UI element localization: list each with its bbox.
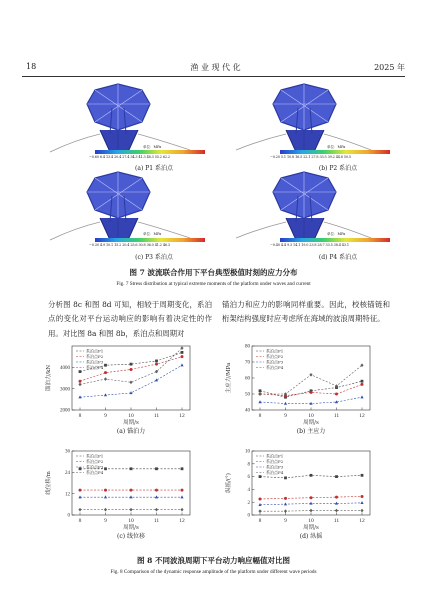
panel-caption: (b) P2 系泊点 — [318, 165, 358, 172]
publication-year: 2025 年 — [374, 63, 405, 72]
data-point — [104, 393, 107, 396]
legend-label: 系泊点P2 — [266, 354, 284, 359]
data-point — [309, 402, 312, 405]
x-tick-label: 8 — [258, 518, 262, 524]
chart-principal-stress — [222, 342, 392, 442]
x-axis-label: 周期/s — [123, 420, 139, 426]
legend-label: 系泊点P4 — [86, 365, 104, 370]
x-tick-label: 10 — [128, 413, 134, 419]
data-point — [130, 489, 133, 492]
x-tick-label: 10 — [128, 518, 134, 524]
colorbar-ticks: −0.30 4.9 10.1 15.2 20.4 25.6 30.8 36.0 41.2 46.3 — [89, 243, 170, 247]
paragraph-text: 锚泊力和应力的影响同样重要。因此，校核锚链和桁架结构强度时应考虑所在海域的波浪周期特征。 — [222, 300, 390, 324]
data-point — [104, 508, 107, 512]
data-point — [361, 474, 364, 477]
platform-render-p2 — [226, 82, 386, 174]
data-point — [129, 508, 132, 512]
x-tick-label: 9 — [284, 518, 287, 524]
data-point — [155, 508, 158, 512]
x-tick-label: 10 — [308, 413, 314, 419]
data-point — [361, 383, 364, 386]
x-tick-label: 8 — [78, 413, 82, 419]
data-point — [360, 395, 363, 398]
figure-7-caption-en: Fig. 7 Stress distribution at typical extreme moments of the platform under waves and current — [116, 281, 311, 287]
y-tick-label: 6 — [247, 475, 250, 481]
y-tick-label: 80 — [245, 344, 250, 350]
data-point — [78, 508, 81, 512]
colorbar — [280, 150, 390, 154]
x-tick-label: 9 — [284, 413, 287, 419]
data-point — [361, 380, 364, 383]
data-point — [104, 495, 107, 498]
figure-7-caption-cn: 图 7 波流联合作用下平台典型极值时刻的应力分布 — [129, 268, 298, 277]
y-tick-label: 0 — [67, 513, 70, 519]
y-tick-label: 2 — [247, 500, 250, 506]
y-tick-label: 2000 — [60, 408, 70, 414]
unit-label: 单位：MPa — [143, 145, 162, 149]
legend-label: 系泊点P3 — [86, 464, 104, 470]
colorbar-ticks: −0.60 6.4 13.4 20.4 27.4 34.3 41.3 48.3 55.2 62.2 — [89, 155, 170, 159]
x-tick-label: 11 — [153, 413, 160, 419]
y-tick-label: 70 — [245, 360, 250, 366]
y-tick-label: 50 — [245, 392, 250, 398]
data-point — [155, 495, 158, 498]
x-axis-label: 周期/s — [303, 420, 319, 426]
x-tick-label: 11 — [333, 413, 340, 419]
legend-label: 系泊点P3 — [266, 464, 284, 470]
data-point — [129, 495, 132, 498]
data-point — [155, 378, 158, 381]
data-point — [284, 476, 287, 479]
data-point — [129, 391, 132, 394]
x-tick-label: 9 — [104, 518, 107, 524]
x-tick-label: 11 — [153, 518, 160, 524]
platform-render-p3 — [40, 170, 200, 262]
body-paragraph-right — [222, 298, 390, 327]
x-tick-label: 10 — [308, 518, 314, 524]
x-tick-label: 9 — [104, 413, 107, 419]
legend-label: 系泊点P1 — [86, 453, 104, 459]
y-axis-label: 线位移/m — [46, 471, 52, 495]
platform-render-p4 — [226, 170, 386, 262]
data-point — [180, 508, 183, 512]
y-tick-label: 8 — [247, 462, 250, 468]
y-tick-label: 24 — [65, 470, 70, 476]
journal-name: 渔 业 现 代 化 — [190, 63, 241, 72]
data-point — [310, 391, 313, 394]
data-point — [130, 467, 133, 470]
platform-render-p1 — [40, 82, 200, 174]
data-point — [181, 355, 184, 358]
y-tick-label: 12 — [65, 492, 70, 498]
y-tick-label: 10 — [245, 449, 250, 455]
data-point — [130, 363, 133, 366]
header-rule — [22, 76, 405, 77]
data-point — [309, 502, 312, 505]
data-point — [258, 392, 261, 396]
panel-caption: (c) P3 系泊点 — [135, 254, 173, 261]
data-point — [104, 364, 107, 367]
data-point — [259, 475, 262, 478]
data-point — [78, 383, 81, 387]
data-point — [181, 489, 184, 492]
data-point — [258, 509, 261, 513]
body-paragraph-left — [48, 298, 212, 341]
data-point — [258, 400, 261, 403]
chart-pitch — [222, 447, 392, 547]
data-point — [284, 497, 287, 500]
data-point — [79, 489, 82, 492]
data-point — [129, 380, 132, 384]
data-point — [78, 495, 81, 498]
colorbar-ticks: −0.20 5.1 10.8 16.5 22.1 27.8 33.5 39.2 44.8 50.5 — [270, 155, 351, 159]
data-point — [361, 495, 364, 498]
data-point — [309, 373, 312, 377]
y-axis-label: 锚泊力/kN — [46, 364, 52, 392]
unit-label: 单位：MPa — [143, 232, 162, 236]
data-point — [155, 489, 158, 492]
colorbar — [280, 238, 390, 242]
data-point — [335, 393, 338, 396]
chart-subtitle: (b) 主应力 — [296, 428, 326, 435]
unit-label: 单位：MPa — [327, 145, 346, 149]
legend-label: 系泊点P1 — [86, 348, 104, 354]
x-tick-label: 12 — [179, 413, 185, 419]
x-tick-label: 11 — [333, 518, 340, 524]
legend-label: 系泊点P4 — [266, 365, 284, 370]
chart-subtitle: (c) 线位移 — [117, 533, 145, 540]
data-point — [104, 371, 107, 374]
running-header — [26, 62, 405, 76]
data-point — [104, 467, 107, 470]
data-point — [284, 502, 287, 505]
panel-caption: (a) P1 系泊点 — [135, 165, 173, 172]
data-point — [181, 467, 184, 470]
y-tick-label: 3000 — [60, 387, 70, 393]
y-axis-label: 纵摇/(°) — [226, 473, 232, 493]
x-tick-label: 12 — [179, 518, 185, 524]
legend-label: 系泊点P3 — [86, 359, 104, 365]
legend-label: 系泊点P4 — [86, 470, 104, 475]
data-point — [259, 498, 262, 501]
legend-label: 系泊点P2 — [266, 459, 284, 464]
x-axis-label: 周期/s — [123, 525, 139, 531]
data-point — [79, 370, 82, 373]
x-tick-label: 12 — [359, 518, 365, 524]
y-tick-label: 0 — [247, 513, 250, 519]
data-point — [310, 474, 313, 477]
data-point — [155, 363, 158, 366]
legend-label: 系泊点P1 — [266, 348, 284, 354]
data-point — [259, 389, 262, 392]
figure-8-caption-cn: 图 8 不同波浪周期下平台动力响应幅值对比图 — [137, 556, 290, 565]
x-tick-label: 12 — [359, 413, 365, 419]
chart-subtitle: (d) 纵摇 — [299, 533, 323, 540]
page-number: 18 — [26, 62, 37, 71]
data-point — [335, 475, 338, 478]
data-point — [180, 363, 183, 366]
y-tick-label: 40 — [245, 408, 250, 414]
legend-label: 系泊点P2 — [86, 354, 104, 359]
data-point — [360, 509, 363, 513]
chart-subtitle: (a) 锚泊力 — [116, 428, 146, 435]
y-tick-label: 36 — [65, 449, 70, 455]
data-point — [284, 509, 287, 513]
colorbar-ticks: −0.40 4.4 9.3 14.1 19.0 23.8 28.7 33.5 38.4 43.1 — [270, 243, 349, 247]
legend-label: 系泊点P2 — [86, 459, 104, 464]
data-point — [79, 467, 82, 470]
data-point — [335, 509, 338, 513]
data-point — [181, 351, 184, 354]
paragraph-text: 分析图 8c 和图 8d 可知，相较于周期变化，系泊点的变化对平台运动响应的影响有着决定性的作用。对比图 8a 和图 8b，系泊点和周期对 — [48, 300, 212, 338]
data-point — [130, 368, 133, 371]
unit-label: 单位：MPa — [327, 232, 346, 236]
y-tick-label: 4000 — [60, 365, 70, 371]
y-tick-label: 60 — [245, 376, 250, 382]
panel-caption: (d) P4 系泊点 — [318, 254, 358, 261]
figure-8-caption-en: Fig. 8 Comparison of the dynamic response amplitude of the platform under different wave periods — [110, 569, 317, 575]
x-tick-label: 8 — [258, 413, 262, 419]
y-tick-label: 4 — [247, 488, 250, 493]
data-point — [309, 509, 312, 513]
x-tick-label: 8 — [78, 518, 82, 524]
data-point — [155, 467, 158, 470]
chart-anchoring-force — [42, 342, 212, 442]
legend-label: 系泊点P1 — [266, 453, 284, 459]
data-point — [310, 496, 313, 499]
legend-label: 系泊点P4 — [266, 470, 284, 475]
data-point — [155, 360, 158, 363]
y-axis-label: 主应力/MPa — [226, 362, 232, 394]
data-point — [180, 495, 183, 498]
chart-displacement — [42, 447, 212, 547]
data-point — [104, 377, 107, 381]
colorbar — [95, 238, 205, 242]
data-point — [79, 380, 82, 383]
legend-label: 系泊点P3 — [266, 359, 284, 365]
x-axis-label: 周期/s — [303, 525, 319, 531]
colorbar — [95, 150, 205, 154]
data-point — [104, 489, 107, 492]
data-point — [284, 402, 287, 405]
data-point — [335, 496, 338, 499]
data-point — [360, 501, 363, 504]
